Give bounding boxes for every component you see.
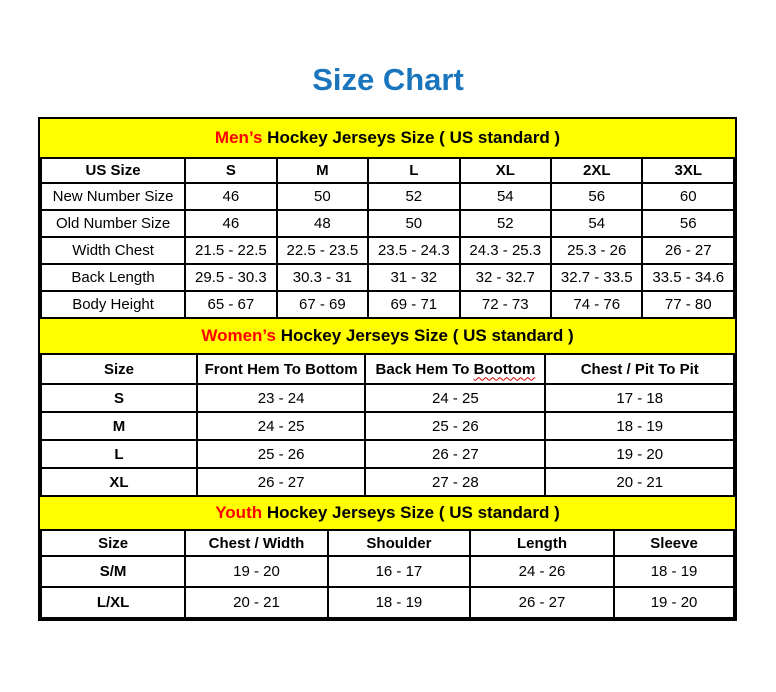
womens-banner-text: Hockey Jerseys Size ( US standard ): [275, 326, 574, 345]
cell-value: 48: [277, 210, 368, 237]
youth-column-header: Chest / Width: [185, 530, 328, 556]
cell-value: 24 - 25: [197, 412, 365, 440]
womens-column-header: Chest / Pit To Pit: [545, 354, 734, 384]
cell-value: 54: [460, 183, 551, 210]
cell-value: 22.5 - 23.5: [277, 237, 368, 264]
cell-value: 50: [277, 183, 368, 210]
cell-value: 77 - 80: [642, 291, 734, 318]
page-title: Size Chart: [312, 62, 464, 97]
womens-table-row: [41, 440, 734, 468]
mens-size-table-section: [40, 119, 735, 319]
youth-header-row: [41, 530, 734, 556]
mens-size-table: [40, 157, 735, 319]
youth-column-header: Size: [41, 530, 185, 556]
womens-table-row: [41, 468, 734, 496]
cell-value: 21.5 - 22.5: [185, 237, 276, 264]
row-label: Width Chest: [41, 237, 185, 264]
cell-value: 67 - 69: [277, 291, 368, 318]
cell-value: 26 - 27: [642, 237, 734, 264]
youth-size-table-section: [40, 497, 735, 619]
row-label: L: [41, 440, 197, 468]
mens-column-header: S: [185, 158, 276, 183]
cell-value: 19 - 20: [545, 440, 734, 468]
womens-column-header: Size: [41, 354, 197, 384]
mens-banner-text: Hockey Jerseys Size ( US standard ): [262, 128, 561, 147]
cell-value: 25 - 26: [197, 440, 365, 468]
mens-table-row: [41, 183, 734, 210]
mens-column-header: L: [368, 158, 459, 183]
cell-value: 24.3 - 25.3: [460, 237, 551, 264]
mens-table-row: [41, 291, 734, 318]
cell-value: 31 - 32: [368, 264, 459, 291]
cell-value: 52: [368, 183, 459, 210]
cell-value: 20 - 21: [545, 468, 734, 496]
cell-value: 27 - 28: [365, 468, 545, 496]
row-label: M: [41, 412, 197, 440]
mens-column-header: 3XL: [642, 158, 734, 183]
cell-value: 65 - 67: [185, 291, 276, 318]
row-label: New Number Size: [41, 183, 185, 210]
womens-table-banner: [40, 319, 735, 353]
row-label: Body Height: [41, 291, 185, 318]
mens-column-header: XL: [460, 158, 551, 183]
cell-value: 19 - 20: [614, 587, 734, 618]
cell-value: 17 - 18: [545, 384, 734, 412]
cell-value: 69 - 71: [368, 291, 459, 318]
youth-column-header: Shoulder: [328, 530, 470, 556]
cell-value: 33.5 - 34.6: [642, 264, 734, 291]
cell-value: 60: [642, 183, 734, 210]
youth-banner-text: Hockey Jerseys Size ( US standard ): [262, 503, 560, 522]
cell-value: 74 - 76: [551, 291, 642, 318]
youth-table-banner: [40, 497, 735, 529]
womens-table-row: [41, 412, 734, 440]
cell-value: 25 - 26: [365, 412, 545, 440]
cell-value: 18 - 19: [614, 556, 734, 587]
row-label: L/XL: [41, 587, 185, 618]
cell-value: 23.5 - 24.3: [368, 237, 459, 264]
row-label: XL: [41, 468, 197, 496]
youth-size-table: [40, 529, 735, 619]
cell-value: 20 - 21: [185, 587, 328, 618]
womens-header-row: [41, 354, 734, 384]
cell-value: 26 - 27: [470, 587, 614, 618]
womens-column-header: Front Hem To Bottom: [197, 354, 365, 384]
row-label: Back Length: [41, 264, 185, 291]
cell-value: 56: [551, 183, 642, 210]
cell-value: 72 - 73: [460, 291, 551, 318]
cell-value: 56: [642, 210, 734, 237]
youth-column-header: Length: [470, 530, 614, 556]
mens-table-row: [41, 264, 734, 291]
cell-value: 32 - 32.7: [460, 264, 551, 291]
youth-table-row: [41, 587, 734, 618]
youth-column-header: Sleeve: [614, 530, 734, 556]
cell-value: 54: [551, 210, 642, 237]
cell-value: 25.3 - 26: [551, 237, 642, 264]
youth-table-row: [41, 556, 734, 587]
cell-value: 24 - 25: [365, 384, 545, 412]
cell-value: 52: [460, 210, 551, 237]
mens-table-row: [41, 237, 734, 264]
womens-size-table: [40, 353, 735, 497]
cell-value: 29.5 - 30.3: [185, 264, 276, 291]
cell-value: 24 - 26: [470, 556, 614, 587]
cell-value: 32.7 - 33.5: [551, 264, 642, 291]
womens-size-table-section: [40, 319, 735, 497]
mens-column-header: 2XL: [551, 158, 642, 183]
cell-value: 30.3 - 31: [277, 264, 368, 291]
cell-value: 18 - 19: [545, 412, 734, 440]
mens-column-header: M: [277, 158, 368, 183]
size-chart-tables: [38, 117, 737, 621]
mens-table-row: [41, 210, 734, 237]
row-label: S/M: [41, 556, 185, 587]
cell-value: 18 - 19: [328, 587, 470, 618]
cell-value: 26 - 27: [197, 468, 365, 496]
mens-column-header: US Size: [41, 158, 185, 183]
row-label: S: [41, 384, 197, 412]
mens-table-banner: [40, 119, 735, 157]
cell-value: 23 - 24: [197, 384, 365, 412]
misspelled-word: Boottom: [473, 360, 536, 378]
youth-banner-highlight: Youth: [215, 503, 263, 522]
cell-value: 50: [368, 210, 459, 237]
womens-table-row: [41, 384, 734, 412]
cell-value: 46: [185, 210, 276, 237]
cell-value: 46: [185, 183, 276, 210]
cell-value: 19 - 20: [185, 556, 328, 587]
womens-banner-highlight: Women’s: [201, 326, 276, 345]
row-label: Old Number Size: [41, 210, 185, 237]
womens-column-header: Back Hem To Boottom: [365, 354, 545, 384]
cell-value: 16 - 17: [328, 556, 470, 587]
mens-header-row: [41, 158, 734, 183]
mens-banner-highlight: Men’s: [214, 128, 263, 147]
cell-value: 26 - 27: [365, 440, 545, 468]
